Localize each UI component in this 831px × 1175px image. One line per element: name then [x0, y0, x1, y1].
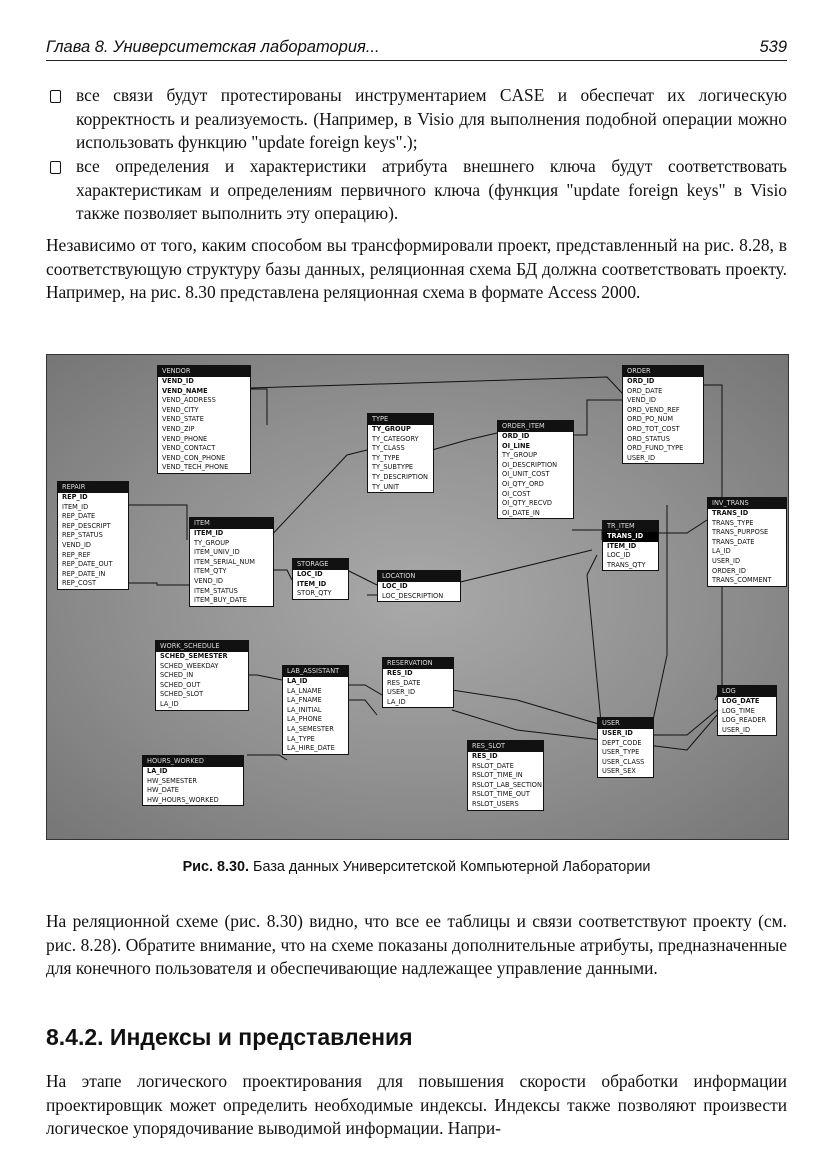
table-field: ITEM_STATUS	[194, 586, 238, 595]
table-title: LAB_ASSISTANT	[283, 666, 348, 677]
chapter-title: Глава 8. Университетская лаборатория...	[46, 38, 380, 56]
table-hours-worked	[142, 755, 244, 806]
table-field: REP_DATE_OUT	[62, 560, 113, 569]
header-rule	[46, 60, 787, 61]
table-field: TY_GROUP	[194, 538, 230, 547]
table-field: OI_LINE	[502, 441, 531, 450]
table-field: RSLOT_USERS	[472, 799, 519, 808]
caption-text: База данных Университетской Компьютерной Лаборатории	[253, 859, 651, 875]
table-title: STORAGE	[293, 559, 348, 570]
bullet-text: все связи будут протестированы инструментарием CASE и обеспечат их логическую корректность и реализуемость. (Например, в Visio для выполнения подобной операции можно использовать функцию "update foreign keys".);	[76, 85, 787, 152]
table-field: ITEM_BUY_DATE	[194, 596, 247, 605]
table-field: REP_REF	[62, 550, 91, 559]
table-tr-item	[602, 520, 659, 571]
table-title: VENDOR	[158, 366, 250, 377]
table-type	[367, 413, 434, 493]
table-field: LA_ID	[160, 699, 179, 708]
table-location	[377, 570, 461, 602]
table-field: ITEM_UNIV_ID	[194, 548, 240, 557]
table-field: ITEM_QTY	[194, 567, 227, 576]
table-log	[717, 685, 777, 736]
table-field: HW_DATE	[147, 786, 179, 795]
table-vendor	[157, 365, 251, 474]
table-title: ORDER	[623, 366, 703, 377]
table-title: REPAIR	[58, 482, 128, 493]
section-heading: 8.4.2. Индексы и представления	[46, 1024, 413, 1050]
table-field: VEND_CON_PHONE	[162, 453, 226, 462]
table-field: LA_ID	[287, 677, 308, 685]
table-field: REP_DATE_IN	[62, 569, 106, 578]
table-title: ORDER_ITEM	[498, 421, 573, 432]
table-field: TY_GROUP	[502, 451, 538, 460]
table-lab-assistant	[282, 665, 349, 755]
table-field: VEND_ID	[162, 377, 194, 385]
table-field: LA_ID	[147, 767, 168, 775]
table-field: RES_ID	[387, 669, 413, 677]
table-field: ITEM_ID	[194, 529, 224, 537]
table-title: TR_ITEM	[603, 521, 658, 532]
table-field: ORD_ID	[502, 432, 530, 440]
table-user	[597, 717, 654, 778]
table-field: REP_DATE	[62, 512, 96, 521]
table-field: SCHED_WEEKDAY	[160, 661, 219, 670]
table-field: REP_STATUS	[62, 531, 103, 540]
table-field: VEND_ID	[62, 540, 92, 549]
table-field: HW_HOURS_WORKED	[147, 795, 219, 804]
table-field: LOG_TIME	[722, 706, 755, 715]
table-field: ITEM_ID	[607, 541, 637, 550]
table-storage	[292, 558, 349, 600]
caption-label: Рис. 8.30.	[182, 859, 250, 875]
table-field: TRANS_TYPE	[712, 518, 754, 527]
table-field: RSLOT_TIME_IN	[472, 771, 523, 780]
table-field: STOR_QTY	[297, 589, 332, 598]
table-field: LA_SEMESTER	[287, 724, 334, 733]
table-field: LOC_ID	[607, 551, 631, 560]
table-field: ORD_FUND_TYPE	[627, 444, 684, 453]
table-reservation	[382, 657, 454, 708]
table-res-slot	[467, 740, 544, 811]
table-field: LA_PHONE	[287, 715, 322, 724]
table-field: VEND_CITY	[162, 405, 199, 414]
table-title: USER	[598, 718, 653, 729]
paragraph: На реляционной схеме (рис. 8.30) видно, что все ее таблицы и связи соответствуют проекту (см. рис. 8.28). Обратите внимание, что на схеме показаны дополнительные атрибуты, предназначенные для конечного пользователя и обеспечивающие надлежащее управление данными.	[46, 911, 787, 978]
table-field: TRANS_ID	[712, 509, 749, 517]
table-field: LOG_DATE	[722, 697, 760, 705]
table-field: USER_ID	[712, 556, 741, 565]
table-field: VEND_ID	[194, 576, 224, 585]
table-field: TRANS_QTY	[607, 560, 646, 569]
table-field: OI_UNIT_COST	[502, 470, 550, 479]
table-field: HW_SEMESTER	[147, 776, 197, 785]
table-field: TY_TYPE	[372, 453, 400, 462]
table-field: TRANS_DATE	[712, 537, 755, 546]
table-field: OI_DESCRIPTION	[502, 460, 558, 469]
table-order-item	[497, 420, 574, 519]
table-field: SCHED_SEMESTER	[160, 652, 228, 660]
paragraph: На этапе логического проектирования для повышения скорости обработки информации проектировщик может определить необходимые индексы. Индексы также позволяют произвести логическое упорядочивание выводимой информации. Напри-	[46, 1071, 787, 1138]
table-field: VEND_ADDRESS	[162, 396, 216, 405]
table-field: ORD_ID	[627, 377, 655, 385]
table-field: VEND_STATE	[162, 415, 204, 424]
table-title: INV_TRANS	[708, 498, 786, 509]
running-header	[46, 34, 787, 60]
table-title: HOURS_WORKED	[143, 756, 243, 767]
table-field: ITEM_SERIAL_NUM	[194, 557, 255, 566]
table-field: RSLOT_LAB_SECTION	[472, 780, 542, 789]
table-field: TRANS_ID	[603, 532, 658, 542]
table-field: USER_SEX	[602, 767, 636, 776]
table-field: USER_ID	[602, 729, 633, 737]
table-item	[189, 517, 274, 607]
figure-caption	[46, 859, 787, 875]
table-field: LA_INITIAL	[287, 705, 322, 714]
table-field: ITEM_ID	[297, 579, 327, 588]
table-field: USER_TYPE	[602, 748, 640, 757]
table-field: USER_ID	[627, 453, 656, 462]
table-field: TY_SUBTYPE	[372, 463, 414, 472]
table-field: OI_QTY_ORD	[502, 479, 544, 488]
table-field: OI_DATE_IN	[502, 508, 540, 517]
table-field: VEND_PHONE	[162, 434, 208, 443]
table-field: REP_DESCRIPT	[62, 521, 111, 530]
table-title: ITEM	[190, 518, 273, 529]
paragraph: Независимо от того, каким способом вы трансформировали проект, представленный на рис. 8.28, в соответствующую структуру базы данных, реляционная схема БД должна соответствовать проекту. Например, на рис. 8.30 представлена реляционная схема в формате Access 2000.	[46, 235, 787, 302]
relational-schema-figure	[46, 354, 789, 840]
page-number: 539	[759, 38, 787, 56]
table-field: REP_ID	[62, 493, 88, 501]
table-field: REP_COST	[62, 579, 97, 588]
table-field: TRANS_COMMENT	[712, 576, 772, 585]
table-field: OI_QTY_RECVD	[502, 499, 552, 508]
table-field: USER_ID	[387, 688, 416, 697]
table-field: VEND_CONTACT	[162, 444, 216, 453]
table-title: LOG	[718, 686, 776, 697]
table-field: SCHED_SLOT	[160, 690, 204, 699]
table-field: RES_ID	[472, 752, 498, 760]
table-field: TRANS_PURPOSE	[712, 528, 769, 537]
table-field: SCHED_OUT	[160, 680, 201, 689]
table-field: USER_ID	[722, 725, 751, 734]
table-title: TYPE	[368, 414, 433, 425]
table-field: RSLOT_TIME_OUT	[472, 790, 530, 799]
table-field: RES_DATE	[387, 678, 421, 687]
table-work-schedule	[155, 640, 249, 711]
checkbox-bullet-icon	[50, 90, 61, 103]
table-field: TY_GROUP	[372, 425, 411, 433]
table-field: TY_UNIT	[372, 482, 400, 491]
table-inv-trans	[707, 497, 787, 587]
table-field: LA_ID	[387, 697, 406, 706]
table-field: VEND_ZIP	[162, 424, 195, 433]
table-field: LOC_ID	[382, 582, 408, 590]
table-field: ORDER_ID	[712, 566, 746, 575]
table-field: LOC_ID	[297, 570, 323, 578]
table-field: ORD_VEND_REF	[627, 405, 680, 414]
table-title: WORK_SCHEDULE	[156, 641, 248, 652]
table-field: VEND_TECH_PHONE	[162, 463, 229, 472]
table-title: LOCATION	[378, 571, 460, 582]
table-field: VEND_ID	[627, 396, 657, 405]
table-order	[622, 365, 704, 464]
table-field: LA_FNAME	[287, 696, 322, 705]
table-title: RES_SLOT	[468, 741, 543, 752]
table-field: LA_LNAME	[287, 686, 322, 695]
bullet-text: все определения и характеристики атрибута внешнего ключа будут соответствовать характеристикам и определениям первичного ключа (функция "update foreign keys" в Visio также позволяет выполнить эту операцию).	[76, 156, 787, 223]
table-field: LA_HIRE_DATE	[287, 744, 335, 753]
table-field: ORD_STATUS	[627, 434, 670, 443]
table-field: SCHED_IN	[160, 671, 194, 680]
table-field: LOG_READER	[722, 716, 767, 725]
table-field: TY_DESCRIPTION	[372, 472, 428, 481]
checkbox-bullet-icon	[50, 161, 61, 174]
table-field: VEND_NAME	[162, 386, 208, 395]
table-repair	[57, 481, 129, 590]
table-field: TY_CLASS	[372, 444, 405, 453]
bullet-item	[46, 84, 787, 155]
table-field: ITEM_ID	[62, 502, 89, 511]
table-field: OI_COST	[502, 489, 531, 498]
table-title: RESERVATION	[383, 658, 453, 669]
table-field: USER_CLASS	[602, 757, 645, 766]
table-field: ORD_TOT_COST	[627, 424, 680, 433]
table-field: LOC_DESCRIPTION	[382, 591, 444, 600]
table-field: LA_ID	[712, 547, 731, 556]
table-field: TY_CATEGORY	[372, 434, 419, 443]
table-field: ORD_PO_NUM	[627, 415, 674, 424]
table-field: LA_TYPE	[287, 734, 315, 743]
table-field: ORD_DATE	[627, 386, 663, 395]
table-field: DEPT_CODE	[602, 738, 642, 747]
table-field: RSLOT_DATE	[472, 761, 514, 770]
bullet-item	[46, 155, 787, 226]
